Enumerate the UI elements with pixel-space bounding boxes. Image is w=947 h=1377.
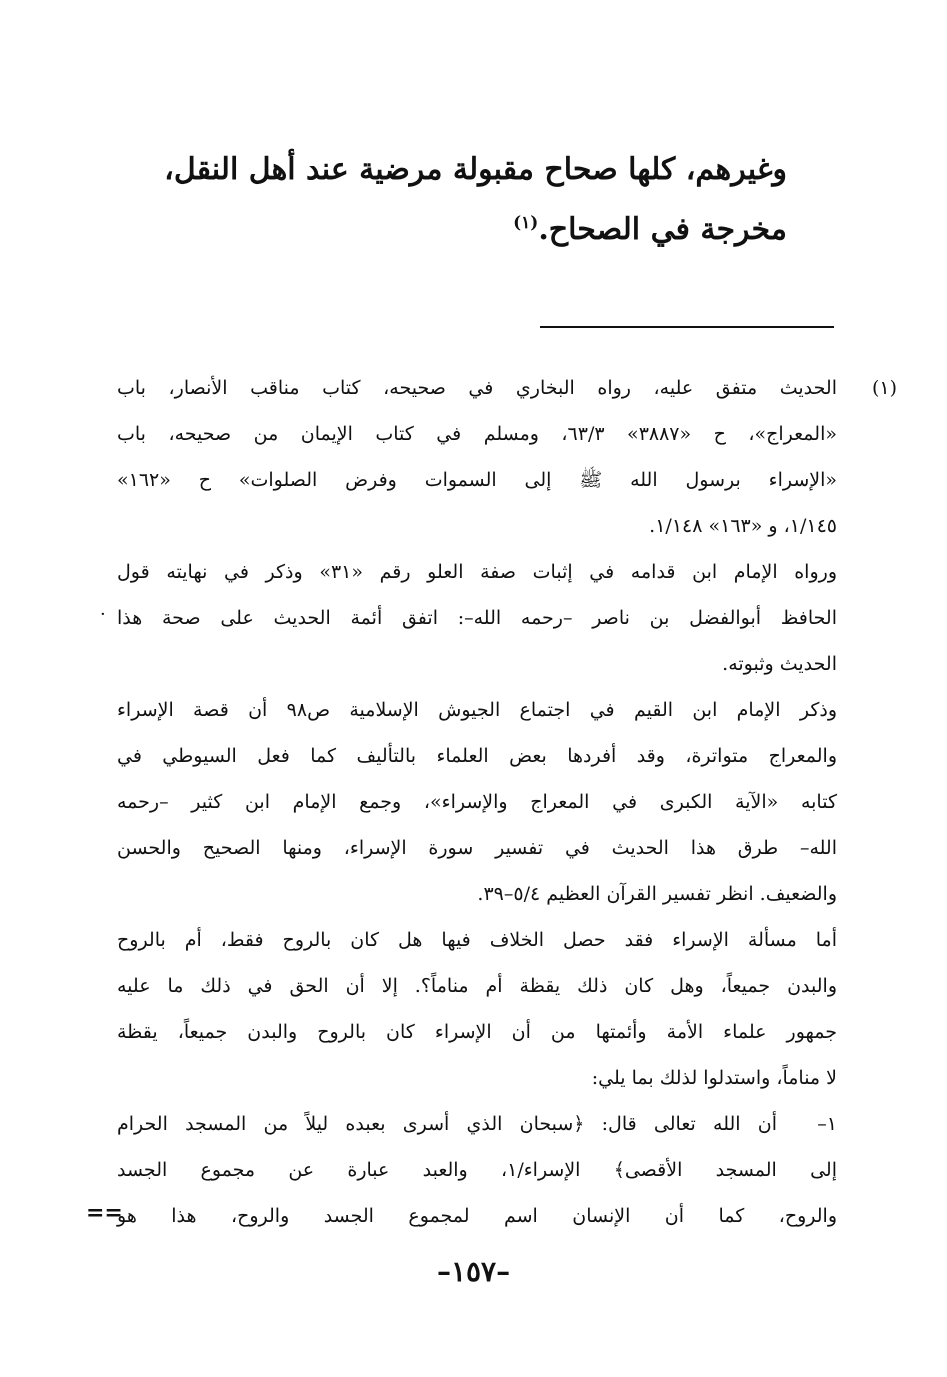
footnote-line: إلى المسجد الأقصى﴾ الإسراء/١، والعبد عبارة عن مجموع الجسد — [117, 1159, 837, 1181]
footnote-line: ورواه الإمام ابن قدامه في إثبات صفة العلو رقم «٣١» وذكر في نهايته قول — [117, 561, 837, 583]
footnote-line: وذكر الإمام ابن القيم في اجتماع الجيوش الإسلامية ص٩٨ أن قصة الإسراء — [117, 699, 837, 721]
footnote-line: والمعراج متواترة، وقد أفردها بعض العلماء بالتأليف كما فعل السيوطي في — [117, 745, 837, 767]
footnote-separator — [540, 326, 834, 328]
margin-dot: · — [100, 604, 106, 625]
footnote-line: والروح، كما أن الإنسان اسم لمجموع الجسد والروح، هذا هو — [117, 1205, 837, 1227]
footnote-line: ١/١٤٥، و «١٦٣» ١/١٤٨. — [649, 515, 837, 537]
list-item-1 — [117, 1101, 837, 1239]
footnote-line: جمهور علماء الأمة وأئمتها من أن الإسراء كان بالروح والبدن جميعاً، يقظة — [117, 1021, 837, 1043]
footnote-line: الحديث متفق عليه، رواه البخاري في صحيحه، كتاب مناقب الأنصار، باب — [117, 377, 837, 399]
main-text-line-2 — [147, 200, 787, 260]
footnote-line: والبدن جميعاً، وهل كان ذلك يقظة أم مناماً؟. إلا أن الحق في ذلك ما عليه — [117, 975, 837, 997]
list-item-1-marker: ١– — [817, 1113, 837, 1135]
main-text — [147, 140, 787, 260]
continuation-mark: == — [86, 1200, 123, 1226]
footnote-line: والضعيف. انظر تفسير القرآن العظيم ٥/٤–٣٩. — [477, 883, 837, 905]
footnote-line: الله– طرق هذا الحديث في تفسير سورة الإسراء، ومنها الصحيح والحسن — [117, 837, 837, 859]
footnote-line: «المعراج»، ح «٣٨٨٧» ٦٣/٣، ومسلم في كتاب الإيمان من صحيحه، باب — [117, 423, 837, 445]
footnote-line: لا مناماً، واستدلوا لذلك بما يلي: — [591, 1067, 837, 1089]
main-text-line-2-text: مخرجة في الصحاح. — [538, 212, 787, 247]
footnote-line: الحافظ أبوالفضل بن ناصر –رحمه الله–: اتفق أئمة الحديث على صحة هذا — [117, 607, 837, 629]
footnotes — [117, 365, 897, 1239]
footnote-ref-1: (١) — [513, 213, 539, 233]
footnote-line: كتابه «الآية الكبرى في المعراج والإسراء»، وجمع الإمام ابن كثير –رحمه — [117, 791, 837, 813]
footnote-line: أن الله تعالى قال: ﴿سبحان الذي أسرى بعبده ليلاً من المسجد الحرام — [117, 1113, 777, 1135]
footnote-1 — [117, 365, 897, 1239]
footnote-line: الحديث وثبوته. — [722, 653, 837, 675]
footnote-line: أما مسألة الإسراء فقد حصل الخلاف فيها هل كان بالروح فقط، أم بالروح — [117, 929, 837, 951]
footnote-line: «الإسراء برسول الله ﷺ إلى السموات وفرض الصلوات» ح «١٦٢» — [117, 469, 837, 491]
page-number: –١٥٧– — [436, 1255, 511, 1288]
main-text-line-1: وغيرهم، كلها صحاح مقبولة مرضية عند أهل النقل، — [164, 152, 787, 187]
footnote-1-marker: (١) — [871, 377, 897, 399]
